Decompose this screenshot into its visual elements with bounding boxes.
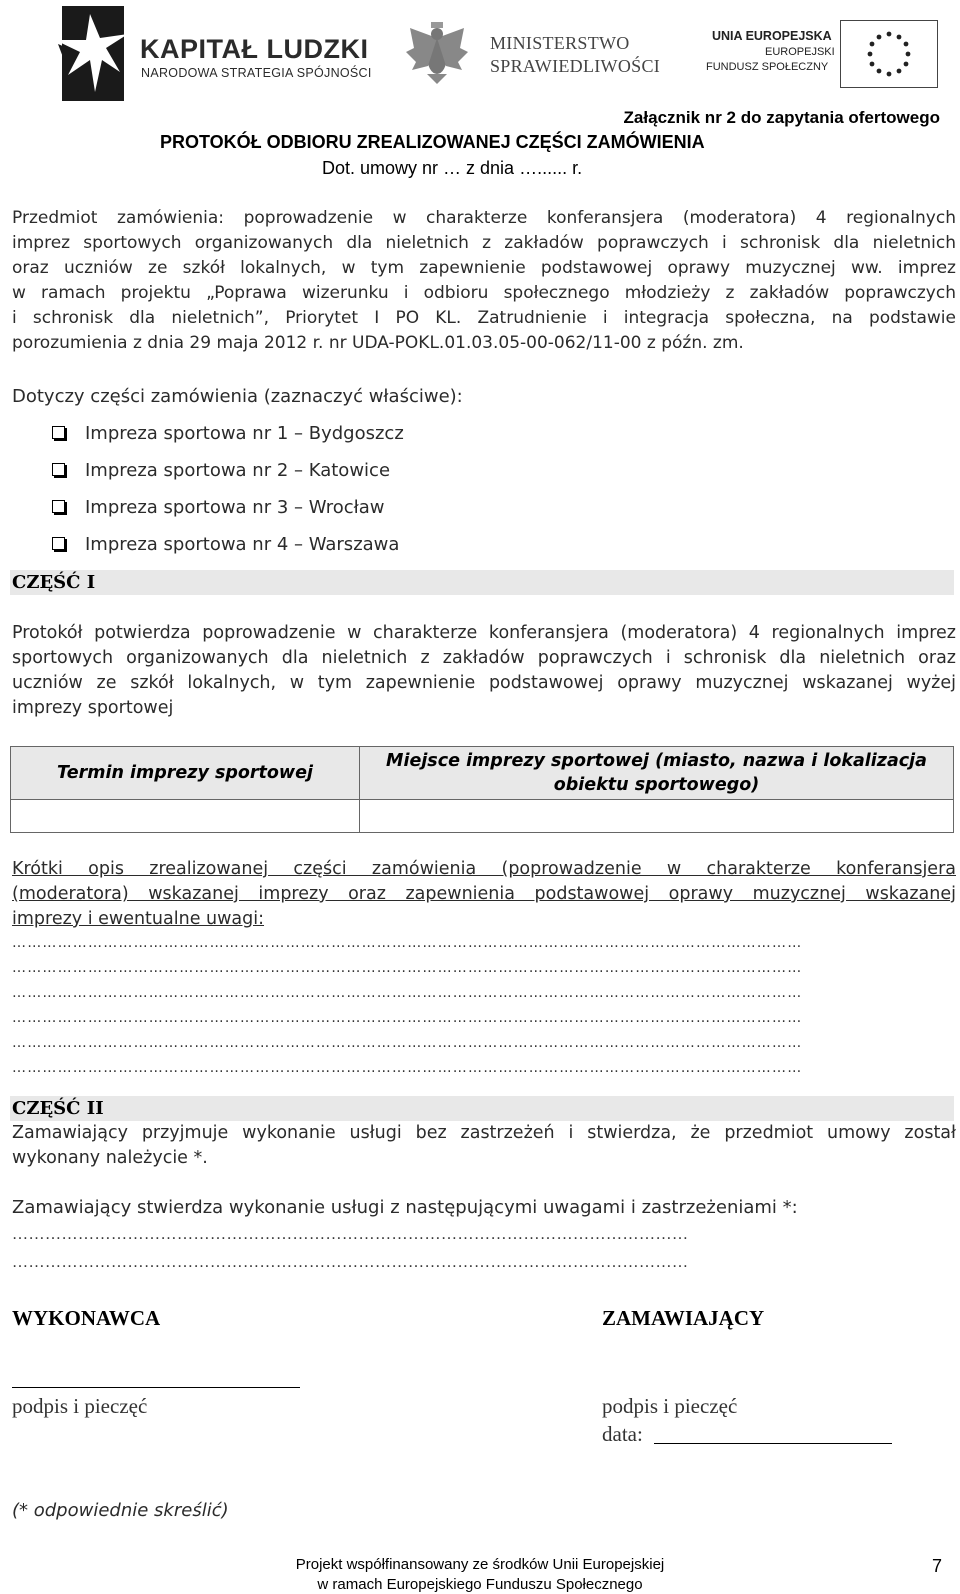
event-table	[10, 746, 954, 833]
contractor-signature-line[interactable]	[12, 1387, 300, 1388]
client-heading: ZAMAWIAJĄCY	[602, 1306, 765, 1330]
checkbox-icon[interactable]	[52, 463, 65, 476]
description-dotted-line[interactable]: …………………………………………………………………………………………………………………………………………	[12, 1010, 803, 1026]
part2-heading: CZĘŚĆ II	[10, 1096, 954, 1121]
option-label: Impreza sportowa nr 1 – Bydgoszcz	[85, 423, 404, 444]
concerns-label: Dotyczy części zamówienia (zaznaczyć właściwe):	[12, 386, 463, 407]
contractor-heading: WYKONAWCA	[12, 1306, 161, 1330]
option-checkbox-2[interactable]	[52, 460, 390, 481]
annex-label: Załącznik nr 2 do zapytania ofertowego	[623, 108, 940, 127]
description-dotted-line[interactable]: …………………………………………………………………………………………………………………………………………	[12, 1060, 803, 1076]
eu-stars-icon	[841, 21, 937, 87]
ministry-name-line1: MINISTERSTWO	[490, 33, 630, 53]
table-row	[11, 800, 954, 833]
order-subject-paragraph	[12, 206, 956, 356]
table-cell-date[interactable]	[11, 800, 360, 833]
kapital-ludzki-title: KAPITAŁ LUDZKI	[140, 34, 369, 64]
kapital-ludzki-emblem-icon	[50, 0, 140, 105]
checkbox-icon[interactable]	[52, 500, 65, 513]
description-label	[12, 857, 956, 932]
client-sign-label: podpis i pieczęć	[602, 1394, 738, 1418]
part1-line: sportowych organizowanych dla nieletnich z zakładów poprawczych i schronisk dla nieletnich oraz	[12, 648, 956, 668]
description-dotted-line[interactable]: …………………………………………………………………………………………………………………………………………	[12, 960, 803, 976]
eu-logo-line1: UNIA EUROPEJSKA	[712, 29, 832, 43]
table-cell-place[interactable]	[360, 800, 954, 833]
eu-logo-line3: FUNDUSZ SPOŁECZNY	[706, 61, 829, 73]
acceptance-line: wykonany należycie *.	[12, 1148, 208, 1168]
subject-line: oraz uczniów ze szkół lokalnych, w tym zapewnienie podstawowej oprawy muzycznej ww. imprez	[12, 258, 956, 278]
client-date-label: data:	[602, 1422, 643, 1446]
option-label: Impreza sportowa nr 4 – Warszawa	[85, 534, 400, 555]
description-dotted-line[interactable]: …………………………………………………………………………………………………………………………………………	[12, 935, 803, 951]
description-line: (moderatora) wskazanej imprezy oraz zapewnienia podstawowej oprawy muzycznej wskazanej	[12, 884, 956, 904]
eu-logo-line2: EUROPEJSKI	[765, 46, 835, 58]
acceptance-paragraph	[12, 1121, 956, 1171]
remarks-dotted-line[interactable]: ……………………………………………………………………………………………………………	[12, 1226, 689, 1243]
page-number: 7	[931, 1556, 942, 1576]
part1-line: imprezy sportowej	[12, 698, 174, 718]
kapital-ludzki-logo	[50, 0, 140, 110]
subject-line: porozumienia z dnia 29 maja 2012 r. nr UDA-POKL.01.03.05-00-062/11-00 z późn. zm.	[12, 333, 744, 353]
subject-line: Przedmiot zamówienia: poprowadzenie w charakterze konferansjera (moderatora) 4 regionalnych	[12, 208, 956, 228]
remarks-label: Zamawiający stwierdza wykonanie usługi z następującymi uwagami i zastrzeżeniami *:	[12, 1197, 798, 1218]
checkbox-icon[interactable]	[52, 537, 65, 550]
ministry-eagle-logo	[402, 18, 472, 88]
option-checkbox-1[interactable]	[52, 423, 404, 444]
part1-line: uczniów ze szkół lokalnych, w tym zapewnienie podstawowej oprawy muzycznej wskazanej wyżej	[12, 673, 956, 693]
footnote: (* odpowiednie skreślić)	[12, 1500, 229, 1521]
checkbox-icon[interactable]	[52, 426, 65, 439]
footer-line1: Projekt współfinansowany ze środków Unii Europejskiej	[295, 1556, 665, 1573]
option-label: Impreza sportowa nr 3 – Wrocław	[85, 497, 385, 518]
eagle-emblem-icon	[402, 18, 472, 88]
description-dotted-line[interactable]: …………………………………………………………………………………………………………………………………………	[12, 1035, 803, 1051]
ministry-name-line2: SPRAWIEDLIWOŚCI	[490, 56, 661, 76]
client-date-line[interactable]	[654, 1443, 892, 1444]
description-line: Krótki opis zrealizowanej części zamówienia (poprowadzenie w charakterze konferansjera	[12, 859, 956, 879]
subject-line: w ramach projektu „Poprawa wizerunku i odbioru społecznego młodzieży z zakładów poprawczych	[12, 283, 956, 303]
option-checkbox-3[interactable]	[52, 497, 385, 518]
footer-line2: w ramach Europejskiego Funduszu Społecznego	[317, 1576, 643, 1593]
table-header-row	[11, 747, 954, 800]
part1-heading: CZĘŚĆ I	[10, 570, 954, 595]
option-label: Impreza sportowa nr 2 – Katowice	[85, 460, 391, 481]
table-header-date: Termin imprezy sportowej	[11, 747, 360, 800]
part1-line: Protokół potwierdza poprowadzenie w charakterze konferansjera (moderatora) 4 regionalnych imprez	[12, 623, 956, 643]
description-line: imprezy i ewentualne uwagi:	[12, 909, 265, 929]
subject-line: i schronisk dla nieletnich”, Priorytet I PO KL. Zatrudnienie i integracja społeczna, na podstawie	[12, 308, 956, 328]
remarks-dotted-line[interactable]: ……………………………………………………………………………………………………………	[12, 1254, 689, 1271]
page-title: PROTOKÓŁ ODBIORU ZREALIZOWANEJ CZĘŚCI ZAMÓWIENIA	[160, 132, 705, 152]
part1-paragraph	[12, 621, 956, 721]
contractor-sign-label: podpis i pieczęć	[12, 1394, 148, 1418]
kapital-ludzki-subtitle: NARODOWA STRATEGIA SPÓJNOŚCI	[141, 66, 372, 80]
option-checkbox-4[interactable]	[52, 534, 399, 555]
eu-flag	[840, 20, 938, 88]
acceptance-line: Zamawiający przyjmuje wykonanie usługi bez zastrzeżeń i stwierdza, że przedmiot umowy został	[12, 1123, 956, 1143]
contract-reference: Dot. umowy nr … z dnia …...... r.	[322, 158, 583, 178]
table-header-place: Miejsce imprezy sportowej (miasto, nazwa i lokalizacja obiektu sportowego)	[360, 747, 954, 800]
description-dotted-line[interactable]: …………………………………………………………………………………………………………………………………………	[12, 985, 803, 1001]
subject-line: imprez sportowych organizowanych dla nieletnich z zakładów poprawczych i schronisk dla nieletnich	[12, 233, 956, 253]
